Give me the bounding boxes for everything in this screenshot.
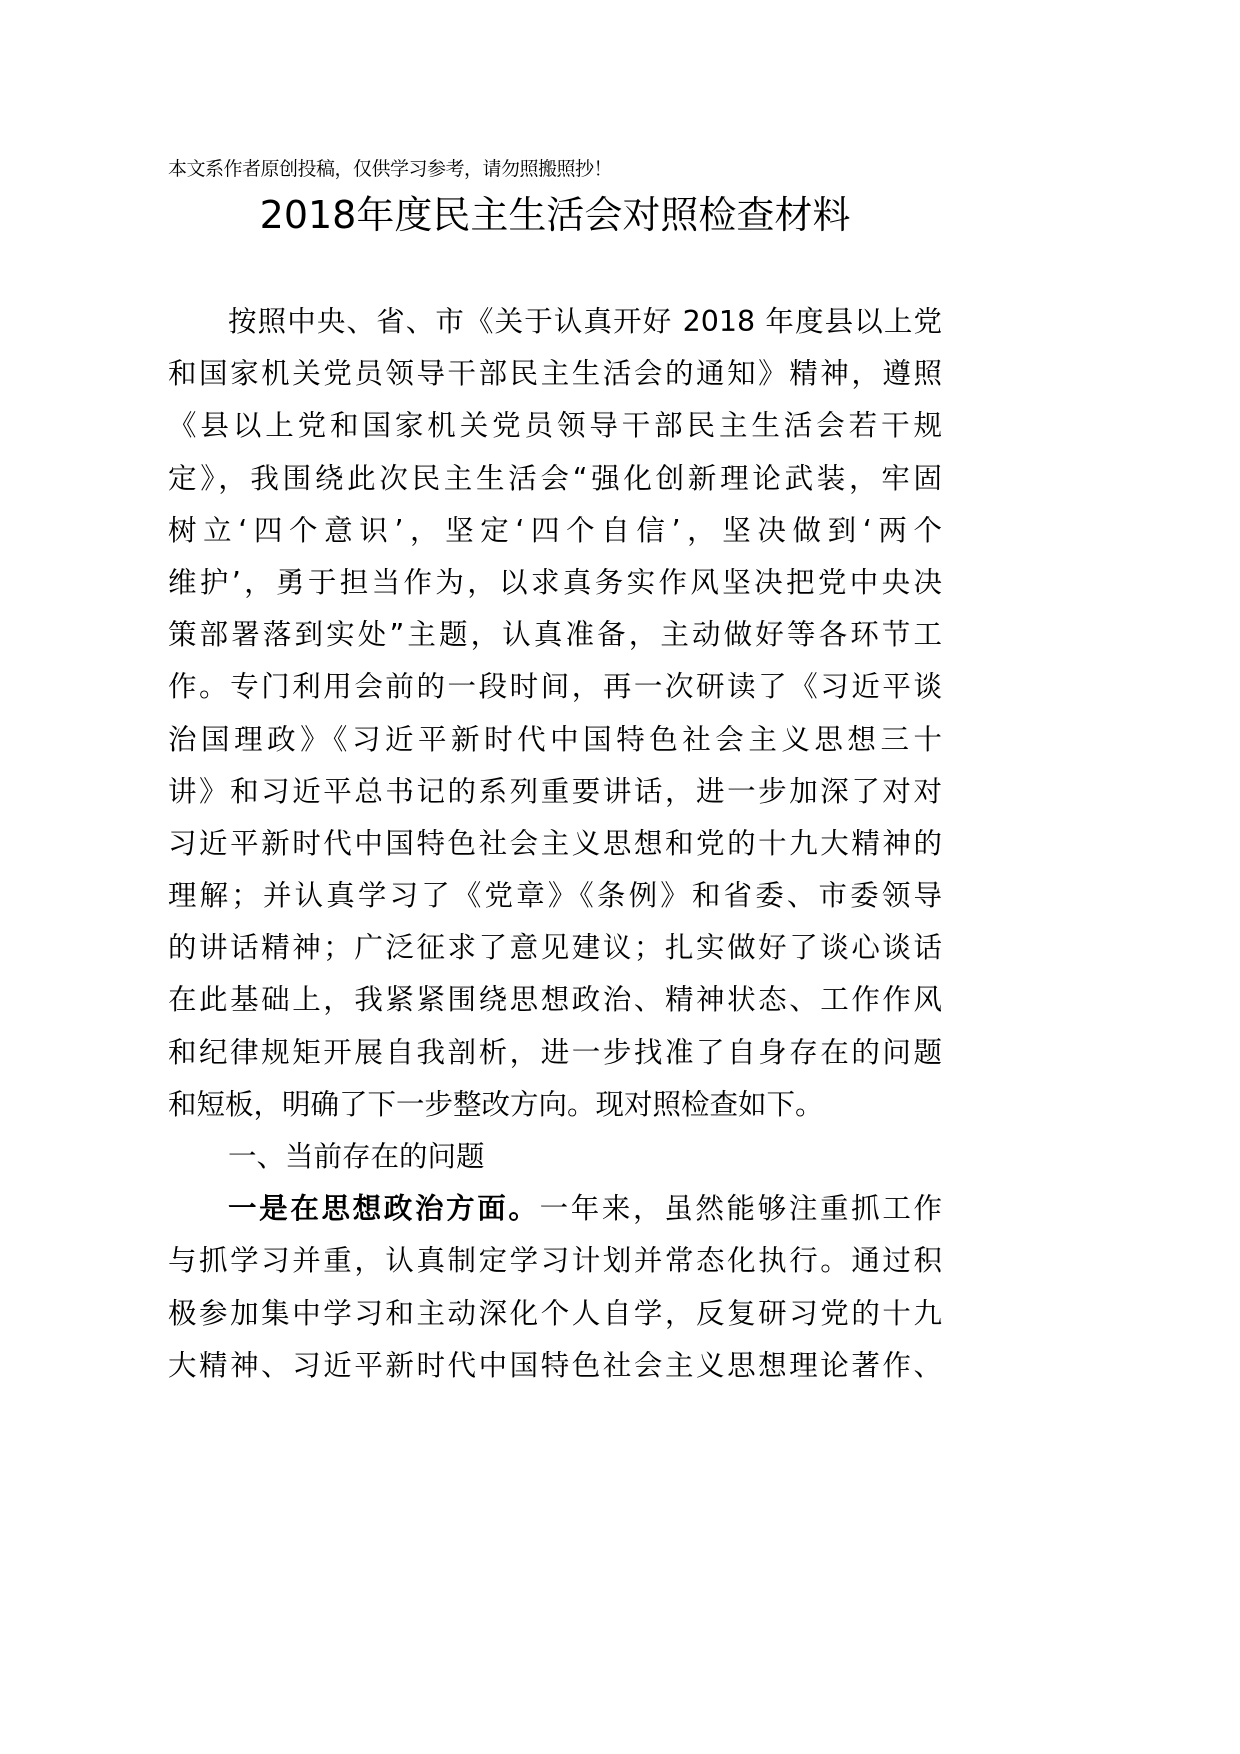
document-title: 2018年度民主生活会对照检查材料 bbox=[259, 193, 851, 237]
paragraph-line: 和国家机关党员领导干部民主生活会的通知》精神，遵照 bbox=[168, 357, 942, 391]
point-1-lead: 一是在思想政治方面。 bbox=[228, 1192, 540, 1226]
paragraph-line: 维护’，勇于担当作为，以求真务实作风坚决把党中央决 bbox=[168, 565, 942, 599]
paragraph-line: 在此基础上，我紧紧围绕思想政治、精神状态、工作作风 bbox=[168, 983, 942, 1017]
paragraph-line: 按照中央、省、市《关于认真开好 2018 年度县以上党 bbox=[228, 305, 942, 338]
paragraph-line: 作。专门利用会前的一段时间，再一次研读了《习近平谈 bbox=[168, 670, 942, 704]
paragraph-line: 与抓学习并重，认真制定学习计划并常态化执行。通过积 bbox=[168, 1244, 942, 1278]
paragraph-line: 《县以上党和国家机关党员领导干部民主生活会若干规 bbox=[168, 409, 942, 443]
paragraph-line: 习近平新时代中国特色社会主义思想和党的十九大精神的 bbox=[168, 826, 942, 860]
paragraph-line: 定》，我围绕此次民主生活会“强化创新理论武装，牢固 bbox=[168, 461, 942, 495]
point-1-first-line bbox=[168, 1183, 942, 1235]
paragraph-line: 树立‘四个意识’，坚定‘四个自信’，坚决做到‘两个 bbox=[168, 513, 942, 547]
paragraph-line: 和短板，明确了下一步整改方向。现对照检查如下。 bbox=[168, 1087, 824, 1121]
copyright-notice: 本文系作者原创投稿，仅供学习参考，请勿照搬照抄！ bbox=[168, 158, 613, 180]
section-heading: 一、当前存在的问题 bbox=[228, 1140, 485, 1173]
paragraph-line: 的讲话精神；广泛征求了意见建议；扎实做好了谈心谈话 bbox=[168, 931, 942, 965]
paragraph-line: 讲》和习近平总书记的系列重要讲话，进一步加深了对对 bbox=[168, 774, 942, 808]
paragraph-line: 策部署落到实处”主题，认真准备，主动做好等各环节工 bbox=[168, 618, 942, 652]
paragraph-line: 理解；并认真学习了《党章》《条例》和省委、市委领导 bbox=[168, 879, 942, 913]
point-1-text: 一年来，虽然能够注重抓工作 bbox=[539, 1192, 942, 1226]
paragraph-line: 大精神、习近平新时代中国特色社会主义思想理论著作、 bbox=[168, 1348, 942, 1382]
document-body bbox=[168, 296, 942, 1392]
paragraph-line: 和纪律规矩开展自我剖析，进一步找准了自身存在的问题 bbox=[168, 1035, 942, 1069]
paragraph-line: 治国理政》《习近平新时代中国特色社会主义思想三十 bbox=[168, 722, 942, 756]
paragraph-line: 极参加集中学习和主动深化个人自学，反复研习党的十九 bbox=[168, 1296, 942, 1330]
